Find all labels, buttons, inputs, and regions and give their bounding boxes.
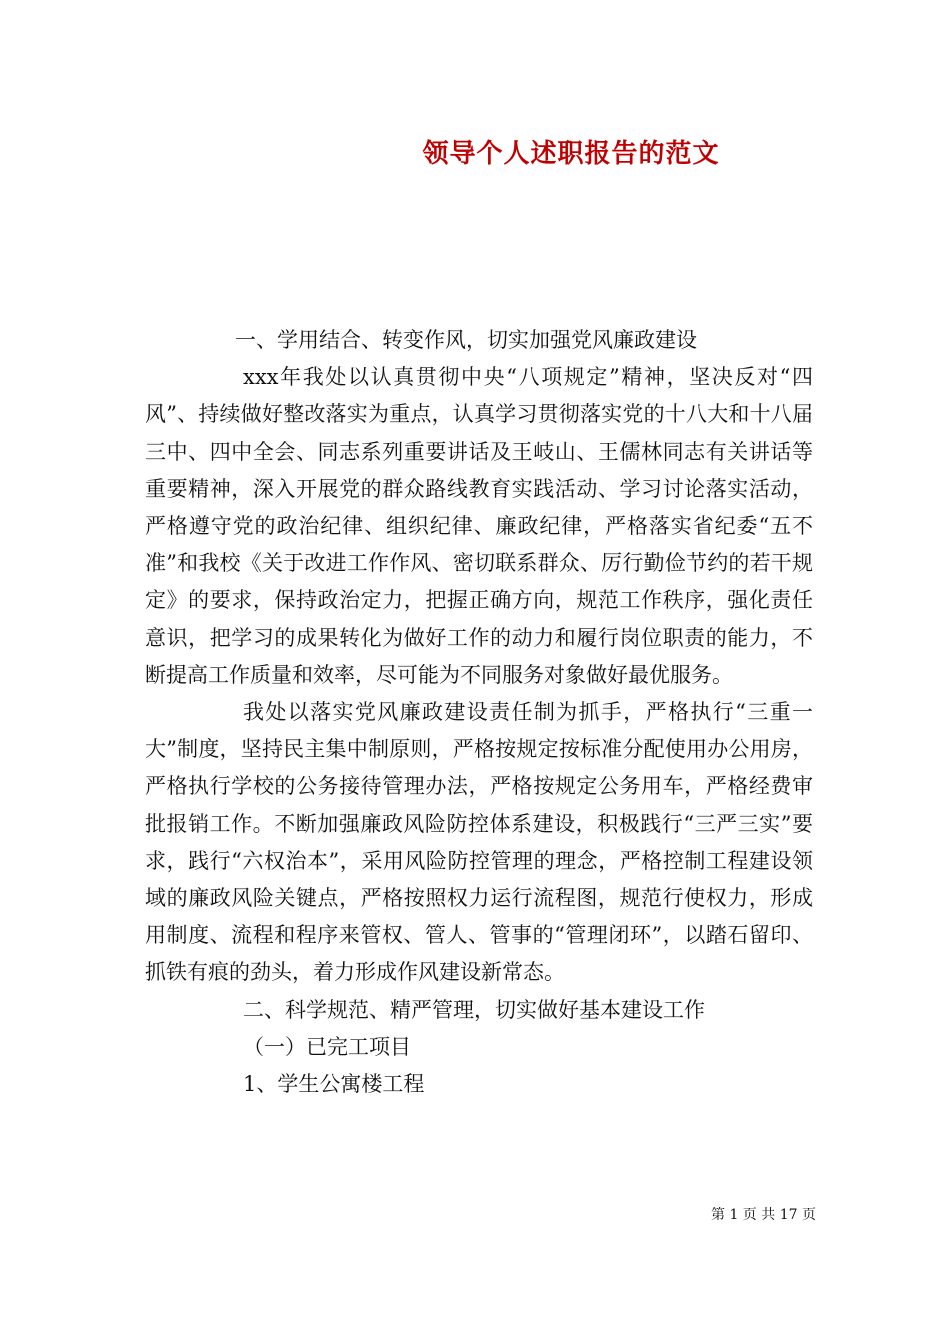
document-body — [145, 322, 813, 1103]
section-2-heading: 二、科学规范、精严管理，切实做好基本建设工作 — [243, 997, 705, 1022]
page-number-footer: 第 1 页 共 17 页 — [711, 1207, 816, 1223]
paragraph-1: xxx年我处以认真贯彻中央“八项规定”精神，坚决反对“四风”、持续做好整改落实为重点，认真学习贯彻落实党的十八大和十八届三中、四中全会、同志系列重要讲话及王岐山、王儒林同志有关讲话等重要精神，深入开展党的群众路线教育实践活动、学习讨论落实活动，严格遵守党的政治纪律、组织纪律、廉政纪律，严格落实省纪委“五不准”和我校《关于改进工作作风、密切联系群众、厉行勤俭节约的若干规定》的要求，保持政治定力，把握正确方向，规范工作秩序，强化责任意识，把学习的成果转化为做好工作的动力和履行岗位职责的能力，不断提高工作质量和效率，尽可能为不同服务对象做好最优服务。 — [145, 365, 813, 687]
paragraph-2: 我处以落实党风廉政建设责任制为抓手，严格执行“三重一大”制度，坚持民主集中制原则，严格按规定按标准分配使用办公用房，严格执行学校的公务接待管理办法，严格按规定公务用车，严格经费审批报销工作。不断加强廉政风险防控体系建设，积极践行“三严三实”要求，践行“六权治本”，采用风险防控管理的理念，严格控制工程建设领域的廉政风险关键点，严格按照权力运行流程图，规范行使权力，形成用制度、流程和程序来管权、管人、管事的“管理闭环”，以踏石留印、抓铁有痕的劲头，着力形成作风建设新常态。 — [145, 700, 813, 985]
item-1-heading: 1、学生公寓楼工程 — [243, 1072, 425, 1097]
document-title: 领导个人述职报告的范文 — [422, 139, 720, 169]
subsection-1-heading: （一）已完工项目 — [243, 1034, 411, 1059]
section-1-heading: 一、学用结合、转变作风，切实加强党风廉政建设 — [235, 328, 697, 352]
